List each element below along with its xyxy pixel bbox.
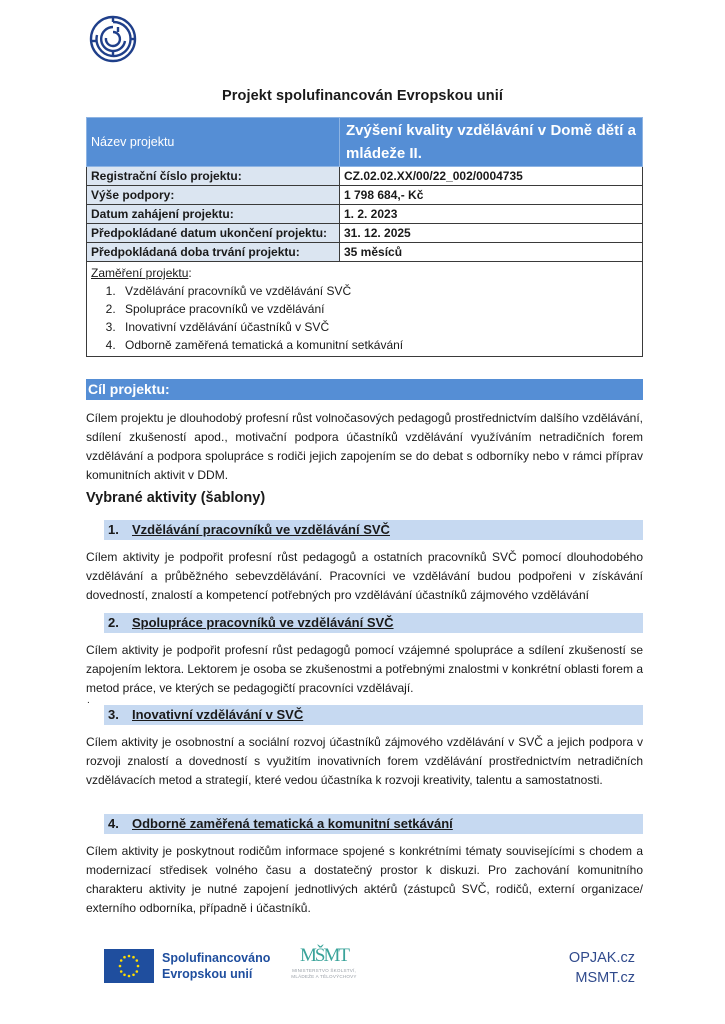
activity-number: 2. <box>108 615 119 630</box>
row-label: Předpokládaná doba trvání projektu: <box>87 243 340 262</box>
project-info-table <box>86 117 643 357</box>
activity-1-text: Cílem aktivity je podpořit profesní růst pedagogů a ostatních pracovníků SVČ pomocí dlouhodobého vzdělávání a průběžného sebevzdělávání. Pracovníci ve vzdělávání budou podpořeni v získávání dovedností, znalostí a kompetencí potřebných pro vzdělávání účastníků zájmového vzdělávání <box>86 550 643 602</box>
list-item: 3. Inovativní vzdělávání účastníků v SVČ <box>119 318 638 336</box>
activity-3-text: Cílem aktivity je osobnostní a sociální rozvoj účastníků zájmového vzdělávání v SVČ a jejich podpora v rozvoji znalostí a dovedností s využitím inovativních forem vzdělávání prostřednictvím netradičních vzdělávacích metod a strategií, které vedou účastníka k rozvoji kreativity, talentu a samostatnosti. <box>86 735 643 787</box>
row-label: Předpokládané datum ukončení projektu: <box>87 224 340 243</box>
opjak-link[interactable]: OPJAK.cz <box>568 950 635 966</box>
table-row <box>87 243 643 262</box>
row-label: Datum zahájení projektu: <box>87 205 340 224</box>
msmt-logo <box>268 944 380 988</box>
row-value: 1 798 684,- Kč <box>340 186 643 205</box>
labyrinth-logo-icon <box>88 14 138 64</box>
msmt-subtitle-2: MLÁDEŽE A TĚLOVÝCHOVY <box>291 974 357 979</box>
activity-4-text: Cílem aktivity je poskytnout rodičům informace spojené s konkrétními tématy souvisejícími s chodem a modernizací středisek volného času a dostatečný prostor k diskuzi. Pro zachování komunitního charakteru aktivity je nutné zapojení jednotlivých aktérů (zástupců SVČ, rodičů, externí organizace/ externího odborníka, případně i účastníků. <box>86 844 643 915</box>
focus-colon: : <box>188 266 192 280</box>
eu-flag-icon <box>104 949 154 983</box>
project-focus-title: Zaměření projektu <box>91 266 189 280</box>
project-focus-cell <box>87 262 643 357</box>
activity-title: Spolupráce pracovníků ve vzdělávání SVČ <box>132 615 394 630</box>
list-item: 2. Spolupráce pracovníků ve vzdělávání <box>119 300 638 318</box>
activity-title: Inovativní vzdělávání v SVČ <box>132 707 304 722</box>
list-item: 4. Odborně zaměřená tematická a komunitní setkávání <box>119 336 638 354</box>
activity-title: Odborně zaměřená tematická a komunitní setkávání <box>132 816 453 831</box>
eu-text-line1: Spolufinancováno <box>162 951 271 965</box>
activities-heading: Vybrané aktivity (šablony) <box>86 490 266 506</box>
msmt-mark-icon: MŠMT <box>300 945 348 966</box>
project-name-value: Zvýšení kvality vzdělávání v Domě dětí a mládeže II. <box>340 118 643 167</box>
row-value: CZ.02.02.XX/00/22_002/0004735 <box>340 167 643 186</box>
row-value: 35 měsíců <box>340 243 643 262</box>
activity-number: 4. <box>108 816 119 831</box>
msmt-subtitle-1: MINISTERSTVO ŠKOLSTVÍ, <box>292 968 356 973</box>
project-focus-list <box>91 282 638 354</box>
eu-cofinanced-text <box>162 950 270 982</box>
project-name-label: Název projektu <box>87 118 340 167</box>
document-title: Projekt spolufinancován Evropskou unií <box>222 88 503 104</box>
activity-title: Vzdělávání pracovníků ve vzdělávání SVČ <box>132 522 390 537</box>
row-value: 1. 2. 2023 <box>340 205 643 224</box>
table-row <box>87 205 643 224</box>
activity-number: 1. <box>108 522 119 537</box>
stray-dot: . <box>87 695 90 706</box>
activity-1-header <box>104 520 643 540</box>
footer-links <box>569 948 635 988</box>
goal-paragraph: Cílem projektu je dlouhodobý profesní růst volnočasových pedagogů prostřednictvím dalšího vzdělávání, sdílení zkušeností apod., motivační podpora účastníků vzdělávání využíváním netradičních forem vzdělávání a podpora spolupráce s rodiči jejich zapojením se do debat s odborníky nebo v rámci příprav komunitních aktivit v DDM. <box>86 411 643 482</box>
table-row-focus <box>87 262 643 357</box>
activity-2-header <box>104 613 643 633</box>
activity-number: 3. <box>108 707 119 722</box>
goal-section-header: Cíl projektu: <box>86 379 643 400</box>
table-row-project-name <box>87 118 643 167</box>
activity-2-text: Cílem aktivity je podpořit profesní růst pedagogů pomocí vzájemné spolupráce a sdílení zkušeností se zapojením lektora. Lektorem je osoba se zkušenostmi a potřebnými znalostmi v konkrétní oblasti forem a metod práce, ve kterých se pedagogičtí pracovníci vzdělávají. <box>86 643 643 695</box>
table-row <box>87 167 643 186</box>
list-item: 1. Vzdělávání pracovníků ve vzdělávání SVČ <box>119 282 638 300</box>
eu-text-line2: Evropskou unií <box>162 967 253 981</box>
msmt-link[interactable]: MSMT.cz <box>575 970 635 986</box>
table-row <box>87 224 643 243</box>
table-row <box>87 186 643 205</box>
activity-3-header <box>104 705 643 725</box>
row-label: Registrační číslo projektu: <box>87 167 340 186</box>
row-value: 31. 12. 2025 <box>340 224 643 243</box>
activity-4-header <box>104 814 643 834</box>
row-label: Výše podpory: <box>87 186 340 205</box>
